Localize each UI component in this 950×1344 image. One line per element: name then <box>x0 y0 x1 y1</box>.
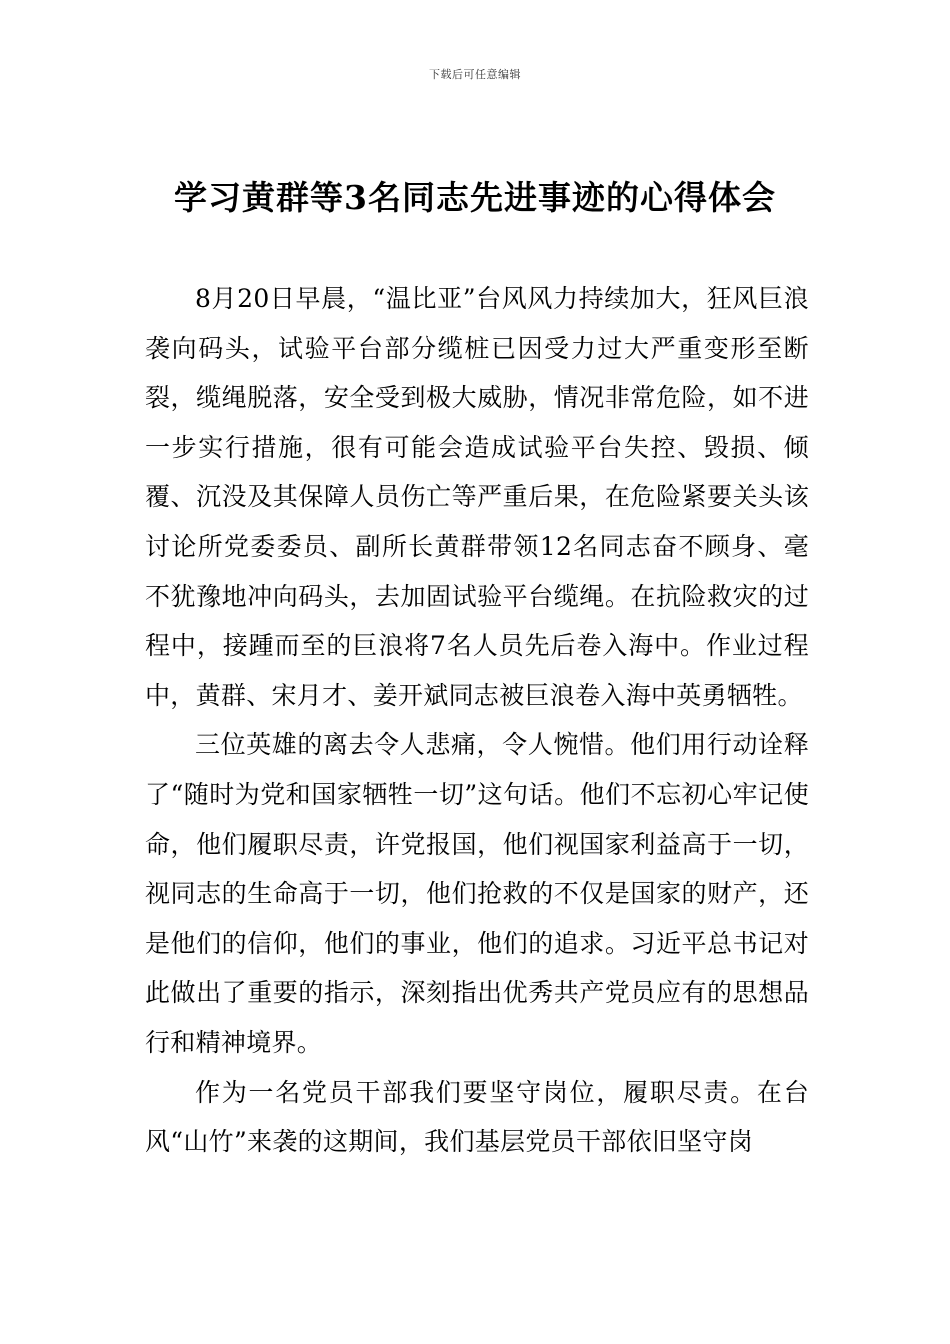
paragraph-2: 三位英雄的离去令人悲痛，令人惋惜。他们用行动诠释了“随时为党和国家牺牲一切”这句话。他们不忘初心牢记使命，他们履职尽责，许党报国，他们视国家利益高于一切，视同志的生命高于一切，他们抢救的不仅是国家的财产，还是他们的信仰，他们的事业，他们的追求。习近平总书记对此做出了重要的指示，深刻指出优秀共产党员应有的思想品行和精神境界。 <box>145 730 809 1057</box>
header-note: 下载后可任意编辑 <box>429 68 521 81</box>
paragraph-3: 作为一名党员干部我们要坚守岗位，履职尽责。在台风“山竹”来袭的这期间，我们基层党员干部依旧坚守岗 <box>145 1077 809 1157</box>
document-title: 学习黄群等3名同志先进事迹的心得体会 <box>174 178 776 217</box>
paragraph-1: 8月20日早晨，“温比亚”台风风力持续加大，狂风巨浪袭向码头，试验平台部分缆桩已因受力过大严重变形至断裂，缆绳脱落，安全受到极大威胁，情况非常危险，如不进一步实行措施，很有可能会造成试验平台失控、毁损、倾覆、沉没及其保障人员伤亡等严重后果，在危险紧要关头该讨论所党委委员、副所长黄群带领12名同志奋不顾身、毫不犹豫地冲向码头，去加固试验平台缆绳。在抗险救灾的过程中，接踵而至的巨浪将7名人员先后卷入海中。作业过程中，黄群、宋月才、姜开斌同志被巨浪卷入海中英勇牺牲。 <box>145 284 809 710</box>
document-body <box>145 274 809 1167</box>
